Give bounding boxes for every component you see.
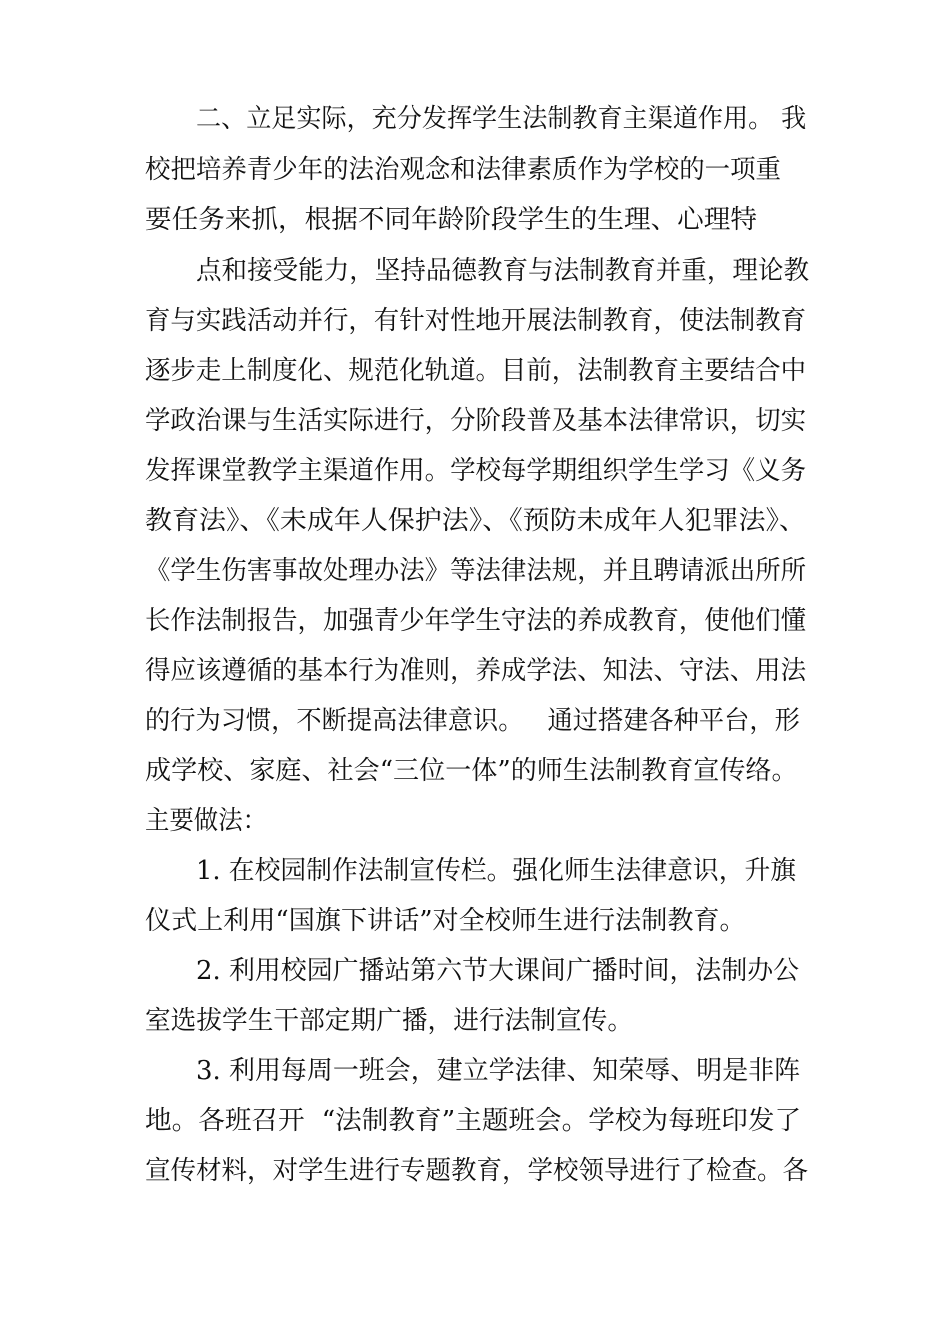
text-line: 2. 利用校园广播站第六节大课间广播时间，法制办公 <box>196 956 800 986</box>
text-line: 主要做法： <box>145 806 268 836</box>
text-line: 长作法制报告，加强青少年学生守法的养成教育，使他们懂 <box>145 606 807 636</box>
text-line: 3. 利用每周一班会，建立学法律、知荣辱、明是非阵 <box>196 1056 801 1086</box>
text-line: 校把培养青少年的法治观念和法律素质作为学校的一项重 <box>145 155 782 185</box>
text-line: 逐步走上制度化、规范化轨道。目前，法制教育主要结合中 <box>145 356 807 386</box>
text-line: 《学生伤害事故处理办法》等法律法规，并且聘请派出所所 <box>145 556 807 586</box>
text-line: 二、立足实际，充分发挥学生法制教育主渠道作用。 我 <box>196 104 807 134</box>
text-line: 发挥课堂教学主渠道作用。学校每学期组织学生学习《义务 <box>145 456 807 486</box>
text-line: 地。各班召开 “法制教育”主题班会。学校为每班印发了 <box>145 1106 802 1136</box>
text-line: 宣传材料，对学生进行专题教育，学校领导进行了检查。各 <box>145 1156 809 1186</box>
text-line: 1. 在校园制作法制宣传栏。强化师生法律意识，升旗 <box>196 856 797 886</box>
text-line: 的行为习惯，不断提高法律意识。 通过搭建各种平台，形 <box>145 706 800 736</box>
text-line: 学政治课与生活实际进行，分阶段普及基本法律常识，切实 <box>145 406 807 436</box>
text-line: 得应该遵循的基本行为准则，养成学法、知法、守法、用法 <box>145 656 807 686</box>
text-line: 点和接受能力，坚持品德教育与法制教育并重，理论教 <box>196 256 810 286</box>
text-line: 室选拔学生干部定期广播，进行法制宣传。 <box>145 1006 634 1036</box>
text-line: 要任务来抓，根据不同年龄阶段学生的生理、心理特 <box>145 205 758 235</box>
text-line: 仪式上利用“国旗下讲话”对全校师生进行法制教育。 <box>145 906 746 936</box>
text-line: 育与实践活动并行，有针对性地开展法制教育，使法制教育 <box>145 306 807 336</box>
text-line: 教育法》、《未成年人保护法》、《预防未成年人犯罪法》、 <box>145 506 807 536</box>
text-line: 成学校、家庭、社会“三位一体”的师生法制教育宣传络。 <box>145 756 798 786</box>
